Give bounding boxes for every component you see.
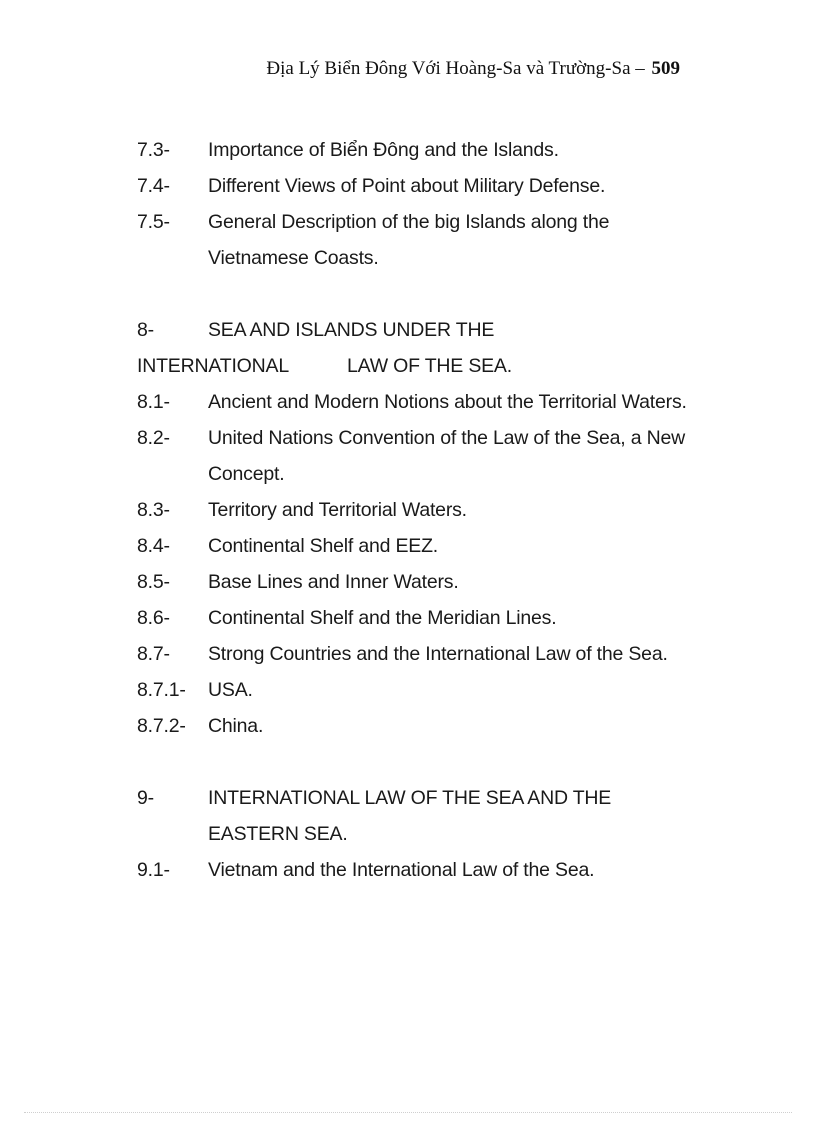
running-header bbox=[266, 58, 680, 80]
entry-number: 7.5- bbox=[137, 211, 170, 233]
entry-number: 8.3- bbox=[137, 499, 170, 521]
entry-number: 7.3- bbox=[137, 139, 170, 161]
toc-section-8-continuation bbox=[137, 348, 697, 384]
entry-number: 8- bbox=[137, 319, 154, 341]
entry-text: China. bbox=[208, 715, 264, 737]
toc-entry-8-5 bbox=[137, 564, 697, 600]
toc-section-9 bbox=[137, 780, 697, 852]
table-of-contents bbox=[137, 132, 697, 888]
entry-number: 8.7- bbox=[137, 643, 170, 665]
section-gap bbox=[137, 276, 697, 312]
entry-text: USA. bbox=[208, 679, 253, 701]
entry-number: 8.4- bbox=[137, 535, 170, 557]
entry-number: 8.7.1- bbox=[137, 679, 186, 701]
toc-section-8 bbox=[137, 312, 697, 348]
toc-entry-8-7 bbox=[137, 636, 697, 672]
entry-number: 8.5- bbox=[137, 571, 170, 593]
toc-entry-8-3 bbox=[137, 492, 697, 528]
entry-text: Strong Countries and the International Law of the Sea. bbox=[208, 643, 668, 665]
entry-text: United Nations Convention of the Law of the Sea, a New Concept. bbox=[208, 427, 685, 485]
toc-entry-9-1 bbox=[137, 852, 697, 888]
entry-number: 9.1- bbox=[137, 859, 170, 881]
entry-number: 7.4- bbox=[137, 175, 170, 197]
page-bottom-divider bbox=[24, 1112, 792, 1113]
toc-entry-7-3 bbox=[137, 132, 697, 168]
page-number: 509 bbox=[651, 58, 680, 79]
entry-text: INTERNATIONAL LAW OF THE SEA AND THE EASTERN SEA. bbox=[208, 787, 612, 845]
entry-text: General Description of the big Islands along the Vietnamese Coasts. bbox=[208, 211, 610, 269]
entry-text: Continental Shelf and the Meridian Lines. bbox=[208, 607, 557, 629]
header-title: Địa Lý Biển Đông Với Hoàng-Sa và Trường-Sa – bbox=[266, 58, 645, 79]
toc-entry-8-7-2 bbox=[137, 708, 697, 744]
entry-text: Ancient and Modern Notions about the Territorial Waters. bbox=[208, 391, 687, 413]
toc-entry-8-7-1 bbox=[137, 672, 697, 708]
entry-number: 8.6- bbox=[137, 607, 170, 629]
toc-entry-8-4 bbox=[137, 528, 697, 564]
entry-text: Continental Shelf and EEZ. bbox=[208, 535, 439, 557]
entry-text: Different Views of Point about Military Defense. bbox=[208, 175, 606, 197]
toc-entry-8-2 bbox=[137, 420, 697, 492]
entry-text: Base Lines and Inner Waters. bbox=[208, 571, 459, 593]
entry-text-part: INTERNATIONAL bbox=[137, 355, 289, 377]
section-gap bbox=[137, 744, 697, 780]
entry-text-part: LAW OF THE SEA. bbox=[347, 355, 512, 377]
entry-text: SEA AND ISLANDS UNDER THE bbox=[208, 319, 495, 341]
entry-text: Vietnam and the International Law of the Sea. bbox=[208, 859, 595, 881]
entry-text: Territory and Territorial Waters. bbox=[208, 499, 467, 521]
toc-entry-8-6 bbox=[137, 600, 697, 636]
entry-number: 8.1- bbox=[137, 391, 170, 413]
toc-entry-8-1 bbox=[137, 384, 697, 420]
entry-number: 9- bbox=[137, 787, 154, 809]
toc-entry-7-5 bbox=[137, 204, 697, 276]
entry-text: Importance of Biển Đông and the Islands. bbox=[208, 139, 559, 161]
entry-number: 8.7.2- bbox=[137, 715, 186, 737]
entry-number: 8.2- bbox=[137, 427, 170, 449]
toc-entry-7-4 bbox=[137, 168, 697, 204]
